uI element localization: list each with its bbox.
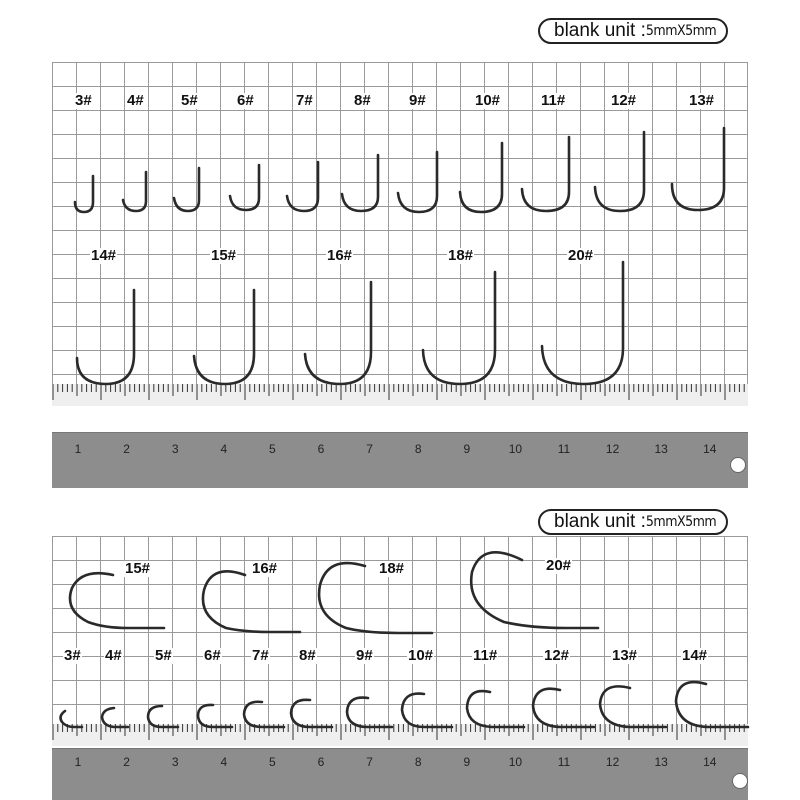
hook-9-lying-icon <box>347 698 392 727</box>
hook-8-lying-icon <box>291 700 332 727</box>
hook-label-15: 15# <box>211 247 237 264</box>
hook-18-lying-icon <box>319 560 432 633</box>
hook-label-16-bottom: 16# <box>252 560 278 577</box>
hook-label-5: 5# <box>181 92 198 109</box>
hook-label-9-bottom: 9# <box>356 647 373 664</box>
ruler-number: 2 <box>123 755 130 769</box>
ruler-number: 5 <box>269 755 276 769</box>
ruler-number: 1 <box>74 442 82 456</box>
top-unit-label: blank unit : <box>554 20 646 41</box>
bottom-unit-value: 5mmX5mm <box>645 514 717 530</box>
ruler-number: 1 <box>74 755 82 769</box>
ruler-number: 7 <box>366 755 373 769</box>
hook-label-14-bottom: 14# <box>682 647 708 664</box>
hook-14-lying-icon <box>676 682 748 727</box>
hook-label-7-bottom: 7# <box>252 647 269 664</box>
hook-16-lying-icon <box>203 571 300 632</box>
ruler-number: 11 <box>557 755 571 769</box>
hook-10-lying-icon <box>402 694 452 727</box>
hook-label-3: 3# <box>75 92 92 109</box>
hook-label-8-bottom: 8# <box>299 647 316 664</box>
ruler-number: 13 <box>654 442 668 456</box>
ruler-number: 12 <box>605 442 620 456</box>
hook-label-4-bottom: 4# <box>105 647 122 664</box>
hook-label-8: 8# <box>354 92 371 109</box>
hook-label-13: 13# <box>689 92 715 109</box>
ruler-number: 2 <box>123 442 130 456</box>
hook-label-7: 7# <box>296 92 313 109</box>
hook-label-18-bottom: 18# <box>379 560 405 577</box>
hook-label-20-bottom: 20# <box>546 557 572 574</box>
hook-label-13-bottom: 13# <box>612 647 638 664</box>
hook-12-lying-icon <box>533 689 594 727</box>
hook-label-6: 6# <box>237 92 254 109</box>
hook-11-lying-icon <box>467 691 524 727</box>
hook-label-11: 11# <box>541 92 566 109</box>
ruler-number: 8 <box>414 442 422 456</box>
hook-6-lying-icon <box>198 705 232 727</box>
ruler-number: 10 <box>508 755 523 769</box>
ruler-number: 14 <box>703 755 717 769</box>
hook-label-3-bottom: 3# <box>64 647 81 664</box>
hook-label-20: 20# <box>568 247 594 264</box>
ruler-number: 11 <box>557 442 571 456</box>
hook-5-lying-icon <box>148 706 178 727</box>
ruler-number: 14 <box>703 442 717 456</box>
hook-20-lying-icon <box>471 552 598 628</box>
ruler-number: 4 <box>220 755 228 769</box>
hook-7-lying-icon <box>244 702 284 727</box>
hook-label-15-bottom: 15# <box>125 560 151 577</box>
hook-3-lying-icon <box>61 711 82 727</box>
hook-label-11-bottom: 11# <box>473 647 498 664</box>
ruler-number: 8 <box>414 755 422 769</box>
ruler-number: 9 <box>463 442 471 456</box>
hook-label-12: 12# <box>611 92 637 109</box>
bottom-unit-label: blank unit : <box>554 511 646 532</box>
top-unit-value: 5mmX5mm <box>645 23 717 39</box>
hook-15-lying-icon <box>70 573 164 628</box>
hook-13-lying-icon <box>600 686 666 727</box>
ruler-number: 4 <box>220 442 228 456</box>
hook-label-14: 14# <box>91 247 117 264</box>
hook-label-12-bottom: 12# <box>544 647 570 664</box>
ruler-number: 3 <box>171 755 179 769</box>
hook-label-10: 10# <box>475 92 501 109</box>
hook-label-18: 18# <box>448 247 474 264</box>
ruler-number: 7 <box>366 442 373 456</box>
ruler-number: 9 <box>463 755 471 769</box>
ruler-number: 12 <box>605 755 620 769</box>
ruler-number: 6 <box>317 755 325 769</box>
hook-label-4: 4# <box>127 92 144 109</box>
hook-label-10-bottom: 10# <box>408 647 434 664</box>
hook-label-6-bottom: 6# <box>204 647 221 664</box>
hook-label-16: 16# <box>327 247 353 264</box>
hook-4-lying-icon <box>102 708 128 727</box>
ruler-number: 13 <box>654 755 668 769</box>
ruler-number: 10 <box>508 442 523 456</box>
hook-label-9: 9# <box>409 92 426 109</box>
ruler-number: 3 <box>171 442 179 456</box>
hook-label-5-bottom: 5# <box>155 647 172 664</box>
ruler-number: 5 <box>269 442 276 456</box>
ruler-number: 6 <box>317 442 325 456</box>
